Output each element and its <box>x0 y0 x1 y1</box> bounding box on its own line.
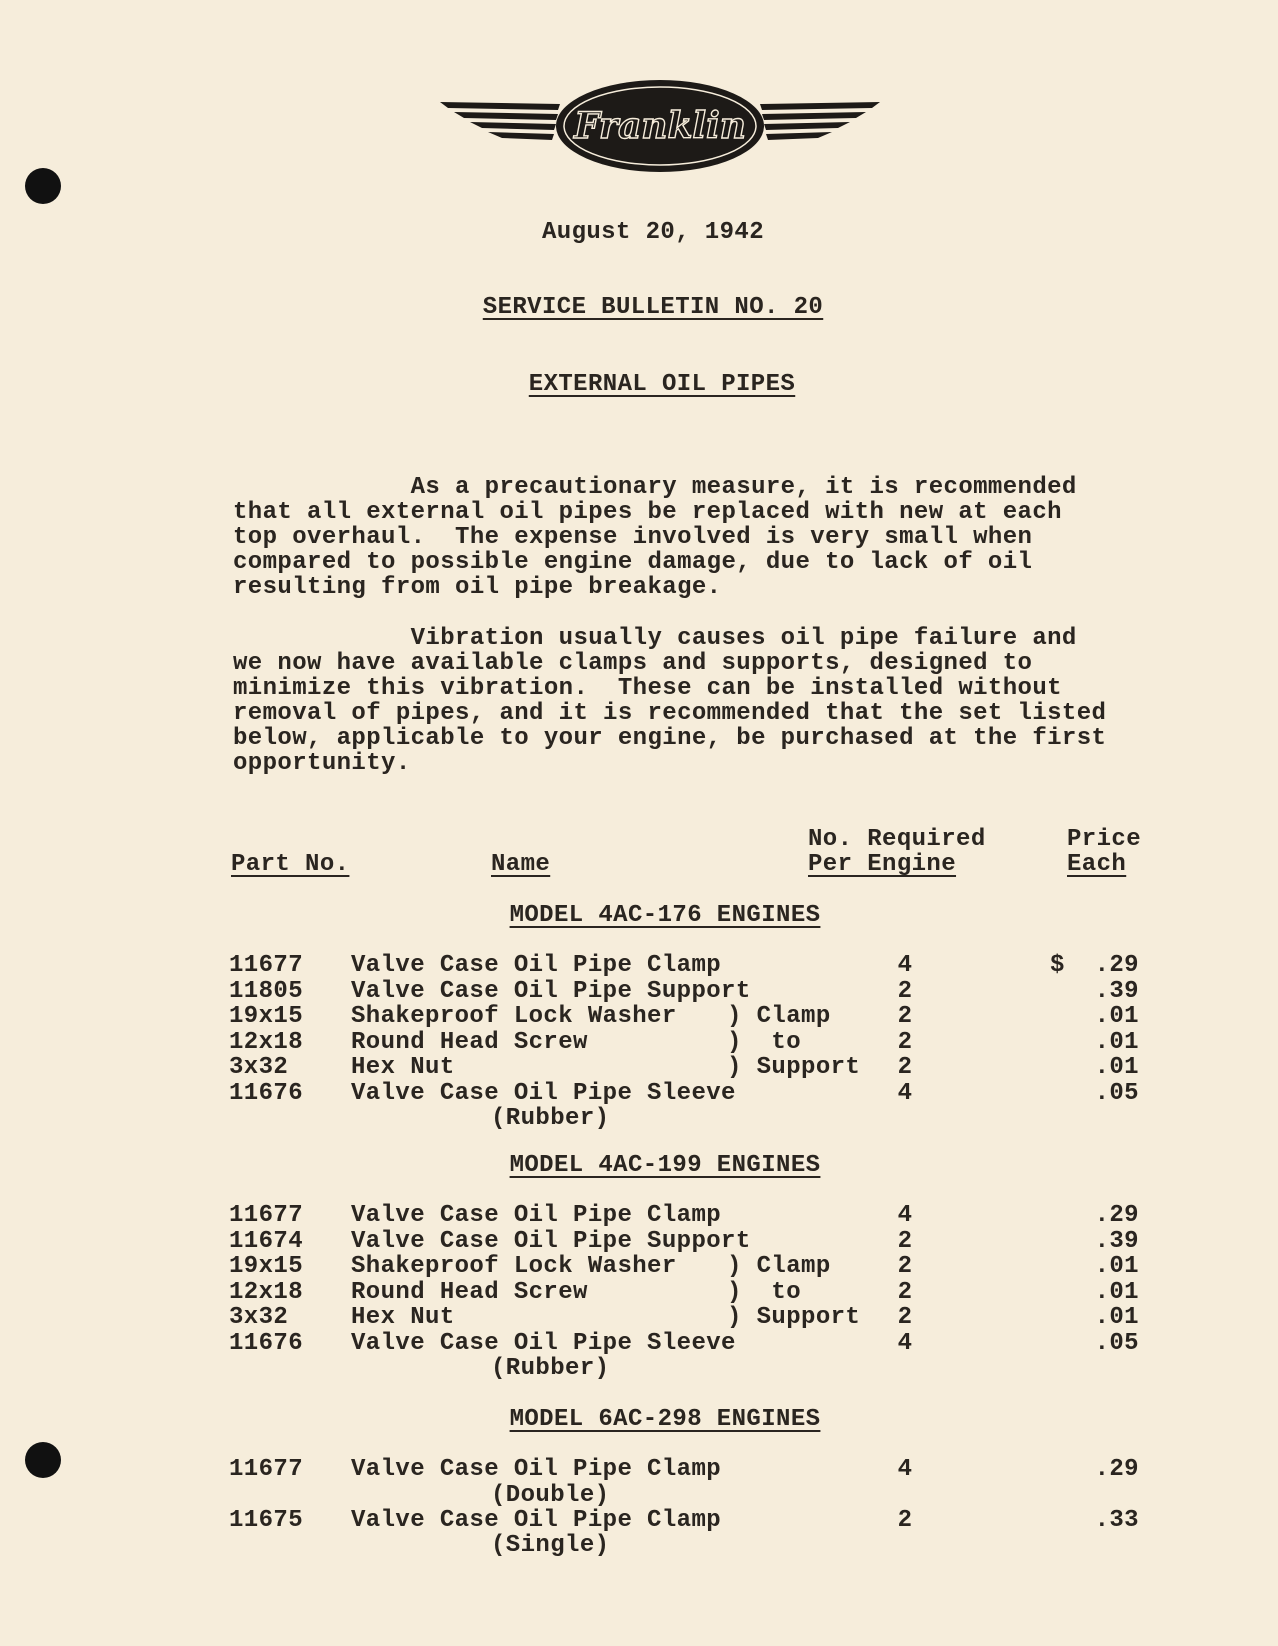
price: .01 <box>1094 1253 1139 1280</box>
price: .05 <box>1094 1329 1139 1357</box>
quantity: 4 <box>897 1329 913 1357</box>
part-name: Valve Case Oil Pipe Sleeve <box>351 1329 736 1357</box>
section-title: MODEL 4AC-176 ENGINES <box>509 902 821 929</box>
part-name: Valve Case Oil Pipe Clamp <box>351 1506 722 1534</box>
part-name-sub: (Double) <box>491 1481 610 1509</box>
group-note: ) to <box>727 1028 802 1056</box>
price: .29 <box>1094 1202 1139 1229</box>
part-number: 11674 <box>229 1227 304 1255</box>
logo-text: Franklin <box>574 105 746 147</box>
part-number: 19x15 <box>229 1253 304 1280</box>
header-name: Name <box>491 851 551 878</box>
part-name-sub: (Single) <box>491 1532 610 1559</box>
part-name: Shakeproof Lock Washer <box>351 1003 677 1030</box>
group-note: ) Clamp <box>727 1003 831 1030</box>
part-number: 11805 <box>229 977 304 1005</box>
currency-symbol: $ <box>1050 952 1065 979</box>
bulletin-date: August 20, 1942 <box>541 219 765 246</box>
price: .01 <box>1094 1304 1139 1331</box>
part-number: 11677 <box>229 1456 304 1483</box>
header-part-no: Part No. <box>231 851 350 878</box>
quantity: 2 <box>897 1227 913 1255</box>
section-title: MODEL 6AC-298 ENGINES <box>509 1406 821 1433</box>
part-name: Valve Case Oil Pipe Clamp <box>351 1202 722 1229</box>
part-number: 3x32 <box>229 1304 289 1331</box>
binder-hole-bottom <box>25 1442 61 1478</box>
part-name: Round Head Screw <box>351 1028 588 1056</box>
price: .01 <box>1094 1054 1139 1081</box>
quantity: 4 <box>897 952 913 979</box>
quantity: 2 <box>897 1253 913 1280</box>
group-note: ) Support <box>727 1054 861 1081</box>
part-name-sub: (Rubber) <box>491 1355 610 1382</box>
header-qty-line1: No. Required <box>808 826 986 853</box>
price: .39 <box>1094 1227 1139 1255</box>
part-number: 11676 <box>229 1079 304 1107</box>
price: .01 <box>1094 1278 1139 1306</box>
quantity: 2 <box>897 977 913 1005</box>
group-note: ) Support <box>727 1304 861 1331</box>
quantity: 2 <box>897 1028 913 1056</box>
section-title: MODEL 4AC-199 ENGINES <box>509 1152 821 1179</box>
part-number: 11675 <box>229 1506 304 1534</box>
price: .33 <box>1094 1506 1139 1534</box>
bulletin-title: SERVICE BULLETIN NO. 20 <box>482 294 824 321</box>
price: .01 <box>1094 1003 1139 1030</box>
part-name: Hex Nut <box>351 1054 455 1081</box>
quantity: 4 <box>897 1456 913 1483</box>
part-name: Valve Case Oil Pipe Sleeve <box>351 1079 736 1107</box>
price: .01 <box>1094 1028 1139 1056</box>
part-name: Valve Case Oil Pipe Support <box>351 1227 751 1255</box>
price: .29 <box>1094 952 1139 979</box>
part-number: 12x18 <box>229 1028 304 1056</box>
paragraph-2: Vibration usually causes oil pipe failure and we now have available clamps and supports, designed to minimize this vibration. These can be installed without removal of pipes, and it is recommended that the set listed below, applicable to your engine, be purchased at the first opportunity. <box>233 625 1107 777</box>
part-name: Valve Case Oil Pipe Clamp <box>351 1456 722 1483</box>
part-name: Round Head Screw <box>351 1278 588 1306</box>
part-number: 3x32 <box>229 1054 289 1081</box>
price: .05 <box>1094 1079 1139 1107</box>
header-price-line2: Each <box>1067 851 1127 878</box>
header-price-line1: Price <box>1067 826 1142 853</box>
quantity: 2 <box>897 1304 913 1331</box>
quantity: 4 <box>897 1202 913 1229</box>
quantity: 2 <box>897 1003 913 1030</box>
paragraph-1: As a precautionary measure, it is recommended that all external oil pipes be replaced with new at each top overhaul. The expense involved is very small when compared to possible engine damage, due to lack of oil resulting from oil pipe breakage. <box>233 474 1077 601</box>
part-name: Hex Nut <box>351 1304 455 1331</box>
price: .29 <box>1094 1456 1139 1483</box>
group-note: ) to <box>727 1278 802 1306</box>
part-name: Valve Case Oil Pipe Clamp <box>351 952 722 979</box>
quantity: 2 <box>897 1278 913 1306</box>
header-qty-line2: Per Engine <box>808 851 957 878</box>
bulletin-subject: EXTERNAL OIL PIPES <box>528 371 796 398</box>
binder-hole-top <box>25 168 61 204</box>
part-number: 11676 <box>229 1329 304 1357</box>
part-name: Shakeproof Lock Washer <box>351 1253 677 1280</box>
franklin-logo <box>440 78 880 174</box>
quantity: 2 <box>897 1506 913 1534</box>
quantity: 4 <box>897 1079 913 1107</box>
group-note: ) Clamp <box>727 1253 831 1280</box>
part-number: 11677 <box>229 952 304 979</box>
part-name: Valve Case Oil Pipe Support <box>351 977 751 1005</box>
price: .39 <box>1094 977 1139 1005</box>
part-name-sub: (Rubber) <box>491 1105 610 1132</box>
part-number: 19x15 <box>229 1003 304 1030</box>
quantity: 2 <box>897 1054 913 1081</box>
part-number: 12x18 <box>229 1278 304 1306</box>
part-number: 11677 <box>229 1202 304 1229</box>
